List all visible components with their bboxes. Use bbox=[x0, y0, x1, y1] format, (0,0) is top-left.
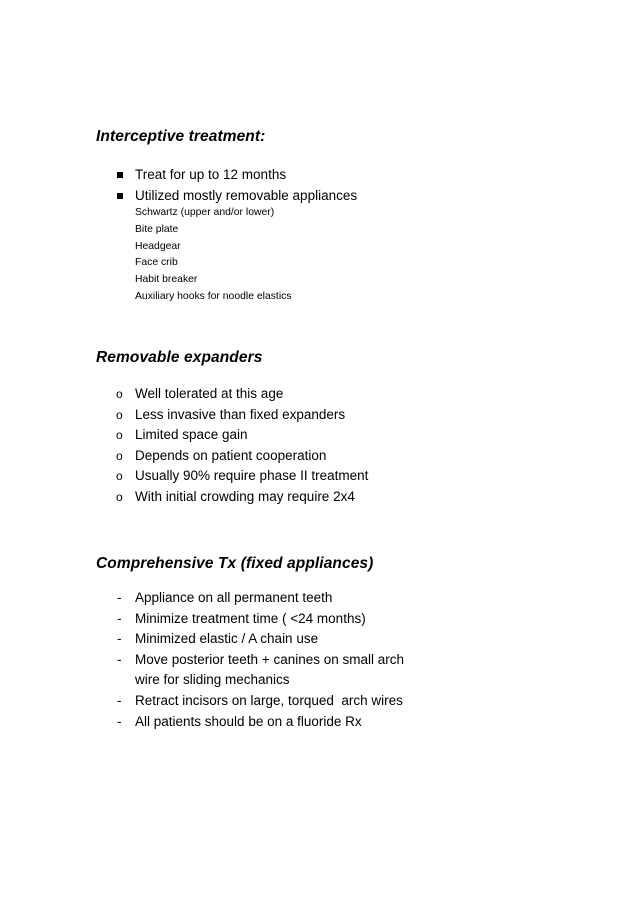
list-item bbox=[0, 384, 638, 405]
list-item-text: Minimized elastic / A chain use bbox=[135, 631, 319, 647]
square-bullet-icon bbox=[117, 193, 123, 199]
sub-list-item: Bite plate bbox=[135, 223, 179, 235]
list-item bbox=[0, 466, 638, 487]
list-item bbox=[0, 446, 638, 467]
sub-list-item: Habit breaker bbox=[135, 274, 198, 286]
sub-list-item: Auxiliary hooks for noodle elastics bbox=[135, 290, 292, 302]
list-item-text: With initial crowding may require 2x4 bbox=[135, 488, 355, 504]
list-item-text-continuation: wire for sliding mechanics bbox=[135, 672, 290, 688]
dash-bullet-icon: - bbox=[117, 692, 122, 708]
square-bullet-icon bbox=[117, 172, 123, 178]
list-item-text: Depends on patient cooperation bbox=[135, 447, 327, 463]
removable-expanders-list bbox=[0, 384, 638, 508]
circle-bullet-icon: o bbox=[116, 428, 123, 443]
list-item-text: Limited space gain bbox=[135, 427, 248, 443]
list-item-text: Well tolerated at this age bbox=[135, 386, 284, 401]
list-item bbox=[0, 487, 638, 508]
circle-bullet-icon: o bbox=[116, 448, 123, 463]
circle-bullet-icon: o bbox=[116, 469, 123, 484]
sub-list-item: Headgear bbox=[135, 240, 181, 252]
appliance-sub-list bbox=[135, 205, 292, 306]
list-item bbox=[0, 186, 638, 207]
list-item-text: Utilized mostly removable appliances bbox=[135, 187, 358, 203]
dash-bullet-icon: - bbox=[117, 631, 122, 647]
dash-bullet-icon: - bbox=[117, 651, 122, 667]
list-item-text: All patients should be on a fluoride Rx bbox=[135, 713, 362, 729]
list-item bbox=[0, 165, 638, 186]
list-item bbox=[0, 425, 638, 446]
list-item-text: Move posterior teeth + canines on small arch bbox=[135, 651, 405, 667]
list-item-text: Less invasive than fixed expanders bbox=[135, 406, 346, 422]
list-item bbox=[0, 691, 638, 712]
section-heading-interceptive: Interceptive treatment: bbox=[96, 128, 266, 145]
circle-bullet-icon: o bbox=[116, 489, 123, 504]
sub-list-item: Schwartz (upper and/or lower) bbox=[135, 207, 275, 218]
dash-bullet-icon: - bbox=[117, 610, 122, 626]
interceptive-bullet-list bbox=[0, 165, 638, 206]
dash-bullet-icon: - bbox=[117, 590, 122, 605]
list-item bbox=[0, 629, 638, 650]
circle-bullet-icon: o bbox=[116, 387, 123, 401]
list-item bbox=[0, 609, 638, 630]
list-item bbox=[0, 405, 638, 426]
list-item bbox=[0, 650, 638, 691]
list-item-text: Retract incisors on large, torqued arch wires bbox=[135, 692, 403, 708]
list-item bbox=[0, 588, 638, 609]
sub-list-item: Face crib bbox=[135, 257, 178, 269]
section-heading-comprehensive-tx: Comprehensive Tx (fixed appliances) bbox=[96, 555, 374, 572]
section-heading-removable-expanders: Removable expanders bbox=[96, 349, 263, 366]
list-item-text: Minimize treatment time ( <24 months) bbox=[135, 610, 366, 626]
list-item-text: Treat for up to 12 months bbox=[135, 167, 287, 182]
circle-bullet-icon: o bbox=[116, 407, 123, 422]
list-item-text: Usually 90% require phase II treatment bbox=[135, 468, 369, 484]
comprehensive-tx-list bbox=[0, 588, 638, 732]
list-item bbox=[0, 712, 638, 733]
list-item-text: Appliance on all permanent teeth bbox=[135, 590, 333, 605]
dash-bullet-icon: - bbox=[117, 713, 122, 729]
